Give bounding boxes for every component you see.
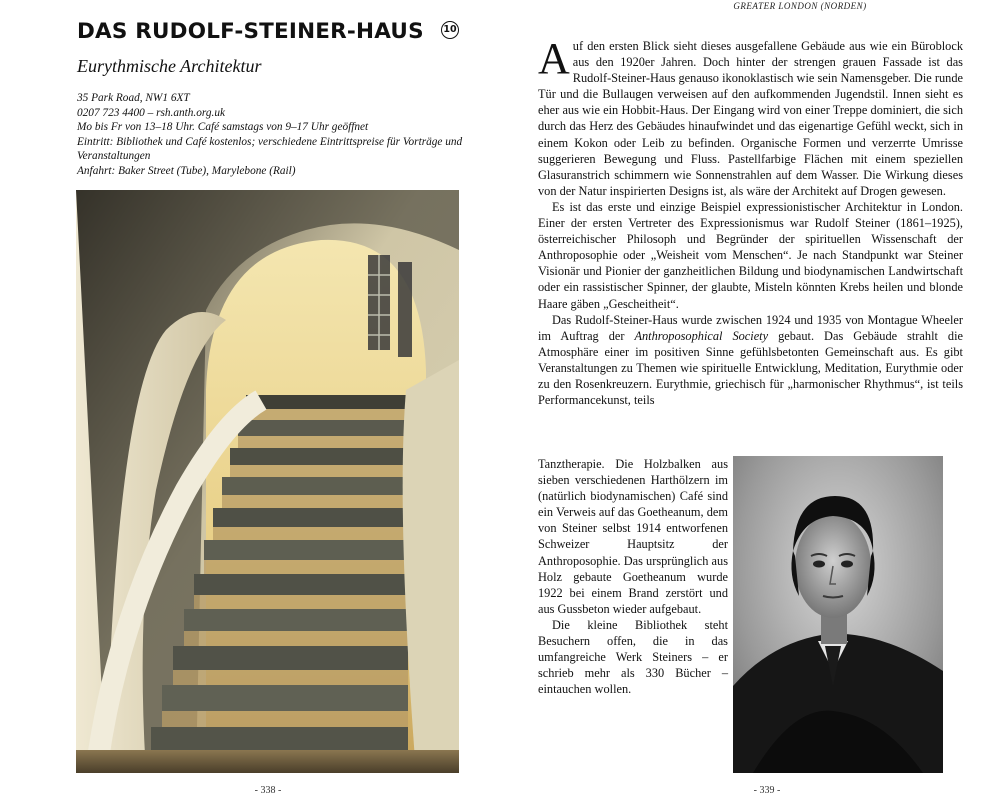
- paragraph-2: Es ist das erste und einzige Beispiel expressionistischer Architektur in London. Einer der ersten Vertreter des Expressionismus war Rudolf Steiner (1861–1925), österreichischer Philosoph und Begründer der spirituellen Wissenschaft der Anthroposophie oder „Weisheit vom Menschen“. Je nach Standpunkt war Steiner Visionär und Pionier der ganzheitlichen Bildung und biodynamischen Landwirtschaft oder ein rassistischer Spinner, der glaubte, Misteln könnten Krebs heilen und blonde Haare gäben „Gescheitheit“.: [538, 199, 963, 311]
- column-text: [538, 456, 728, 697]
- paragraph-1: Auf den ersten Blick sieht dieses ausgefallene Gebäude aus wie ein Büroblock aus den 1920er Jahren. Doch hinter der strengen grauen Fassade ist das Rudolf-Steiner-Haus genauso ikonoklastisch wie sein Namensgeber. Die runde Tür und die Bullaugen verweisen auf den aufkommenden Jugendstil. Innen sieht es eher aus wie ein Hobbit-Haus. Der Eingang wird von einer Treppe dominiert, die sich durch das Herz des Gebäudes hinaufwindet und das eigenartige Gefühl weckt, sich in einem Kokon oder Leib zu befinden. Organische Formen und verzerrte Umrisse suggerieren Bewegung und Fluss. Pastellfarbige Flächen mit einem speziellen Glasuranstrich schimmern wie Sonnenstrahlen auf dem Wasser. Die Wirkung dieses von der Natur inspirierten Designs ist, als wäre der Architekt auf Drogen gewesen.: [538, 34, 963, 198]
- info-admission: Eintritt: Bibliothek und Café kostenlos; verschiedene Eintrittspreise für Vorträge und Veranstaltungen: [77, 135, 463, 162]
- info-address: 35 Park Road, NW1 6XT: [77, 92, 190, 104]
- info-hours: Mo bis Fr von 13–18 Uhr. Café samstags von 9–17 Uhr geöffnet: [77, 121, 369, 133]
- paragraph-4: Die kleine Bibliothek steht Besuchern offen, die in das umfangreiche Werk Steiners – er schrieb mehr als 330 Bücher – eintauchen wollen.: [538, 617, 728, 697]
- page-number: - 339 -: [753, 785, 781, 796]
- info-contact: 0207 723 4400 – rsh.anth.org.uk: [77, 106, 226, 119]
- entry-number-badge: 10: [441, 21, 459, 39]
- page-title: DAS RUDOLF-STEINER-HAUS: [77, 19, 424, 44]
- info-block: [77, 91, 467, 178]
- page-number: - 338 -: [254, 785, 282, 796]
- portrait-photo: [733, 456, 943, 773]
- page-subtitle: Eurythmische Architektur: [77, 56, 262, 76]
- article-body: [538, 34, 963, 408]
- running-head: GREATER LONDON (NORDEN): [733, 1, 867, 11]
- info-directions: Anfahrt: Baker Street (Tube), Marylebone (Rail): [77, 164, 296, 177]
- staircase-photo: [76, 190, 459, 773]
- paragraph-3-continued: Tanztherapie. Die Holzbalken aus sieben verschiedenen Harthölzern im (natürlich biodynamischen) Café sind ein Verweis auf das Goetheanum, dem von Steiner selbst 1914 entworfenen Schweizer Hauptsitz der Anthroposophie. Das ursprünglich aus Holz gebaute Goetheanum wurde 1922 bei einem Brand zerstört und aus Gussbeton wieder aufgebaut.: [538, 457, 728, 616]
- right-page: [500, 0, 1000, 800]
- drop-cap: A: [538, 34, 570, 83]
- paragraph-3: Das Rudolf-Steiner-Haus wurde zwischen 1924 und 1935 von Montague Wheeler im Auftrag der Anthroposophical Society gebaut. Das Gebäude strahlt die Atmosphäre einer im positiven Sinne gefühlsbetonten Gemeinschaft aus. Es gibt Veranstaltungen zu Themen wie spirituelle Entwicklung, Meditation, Eurythmie oder zu den Rosenkreuzern. Eurythmie, griechisch für „harmonischer Rhythmus“, ist teils Performancekunst, teils: [538, 312, 963, 408]
